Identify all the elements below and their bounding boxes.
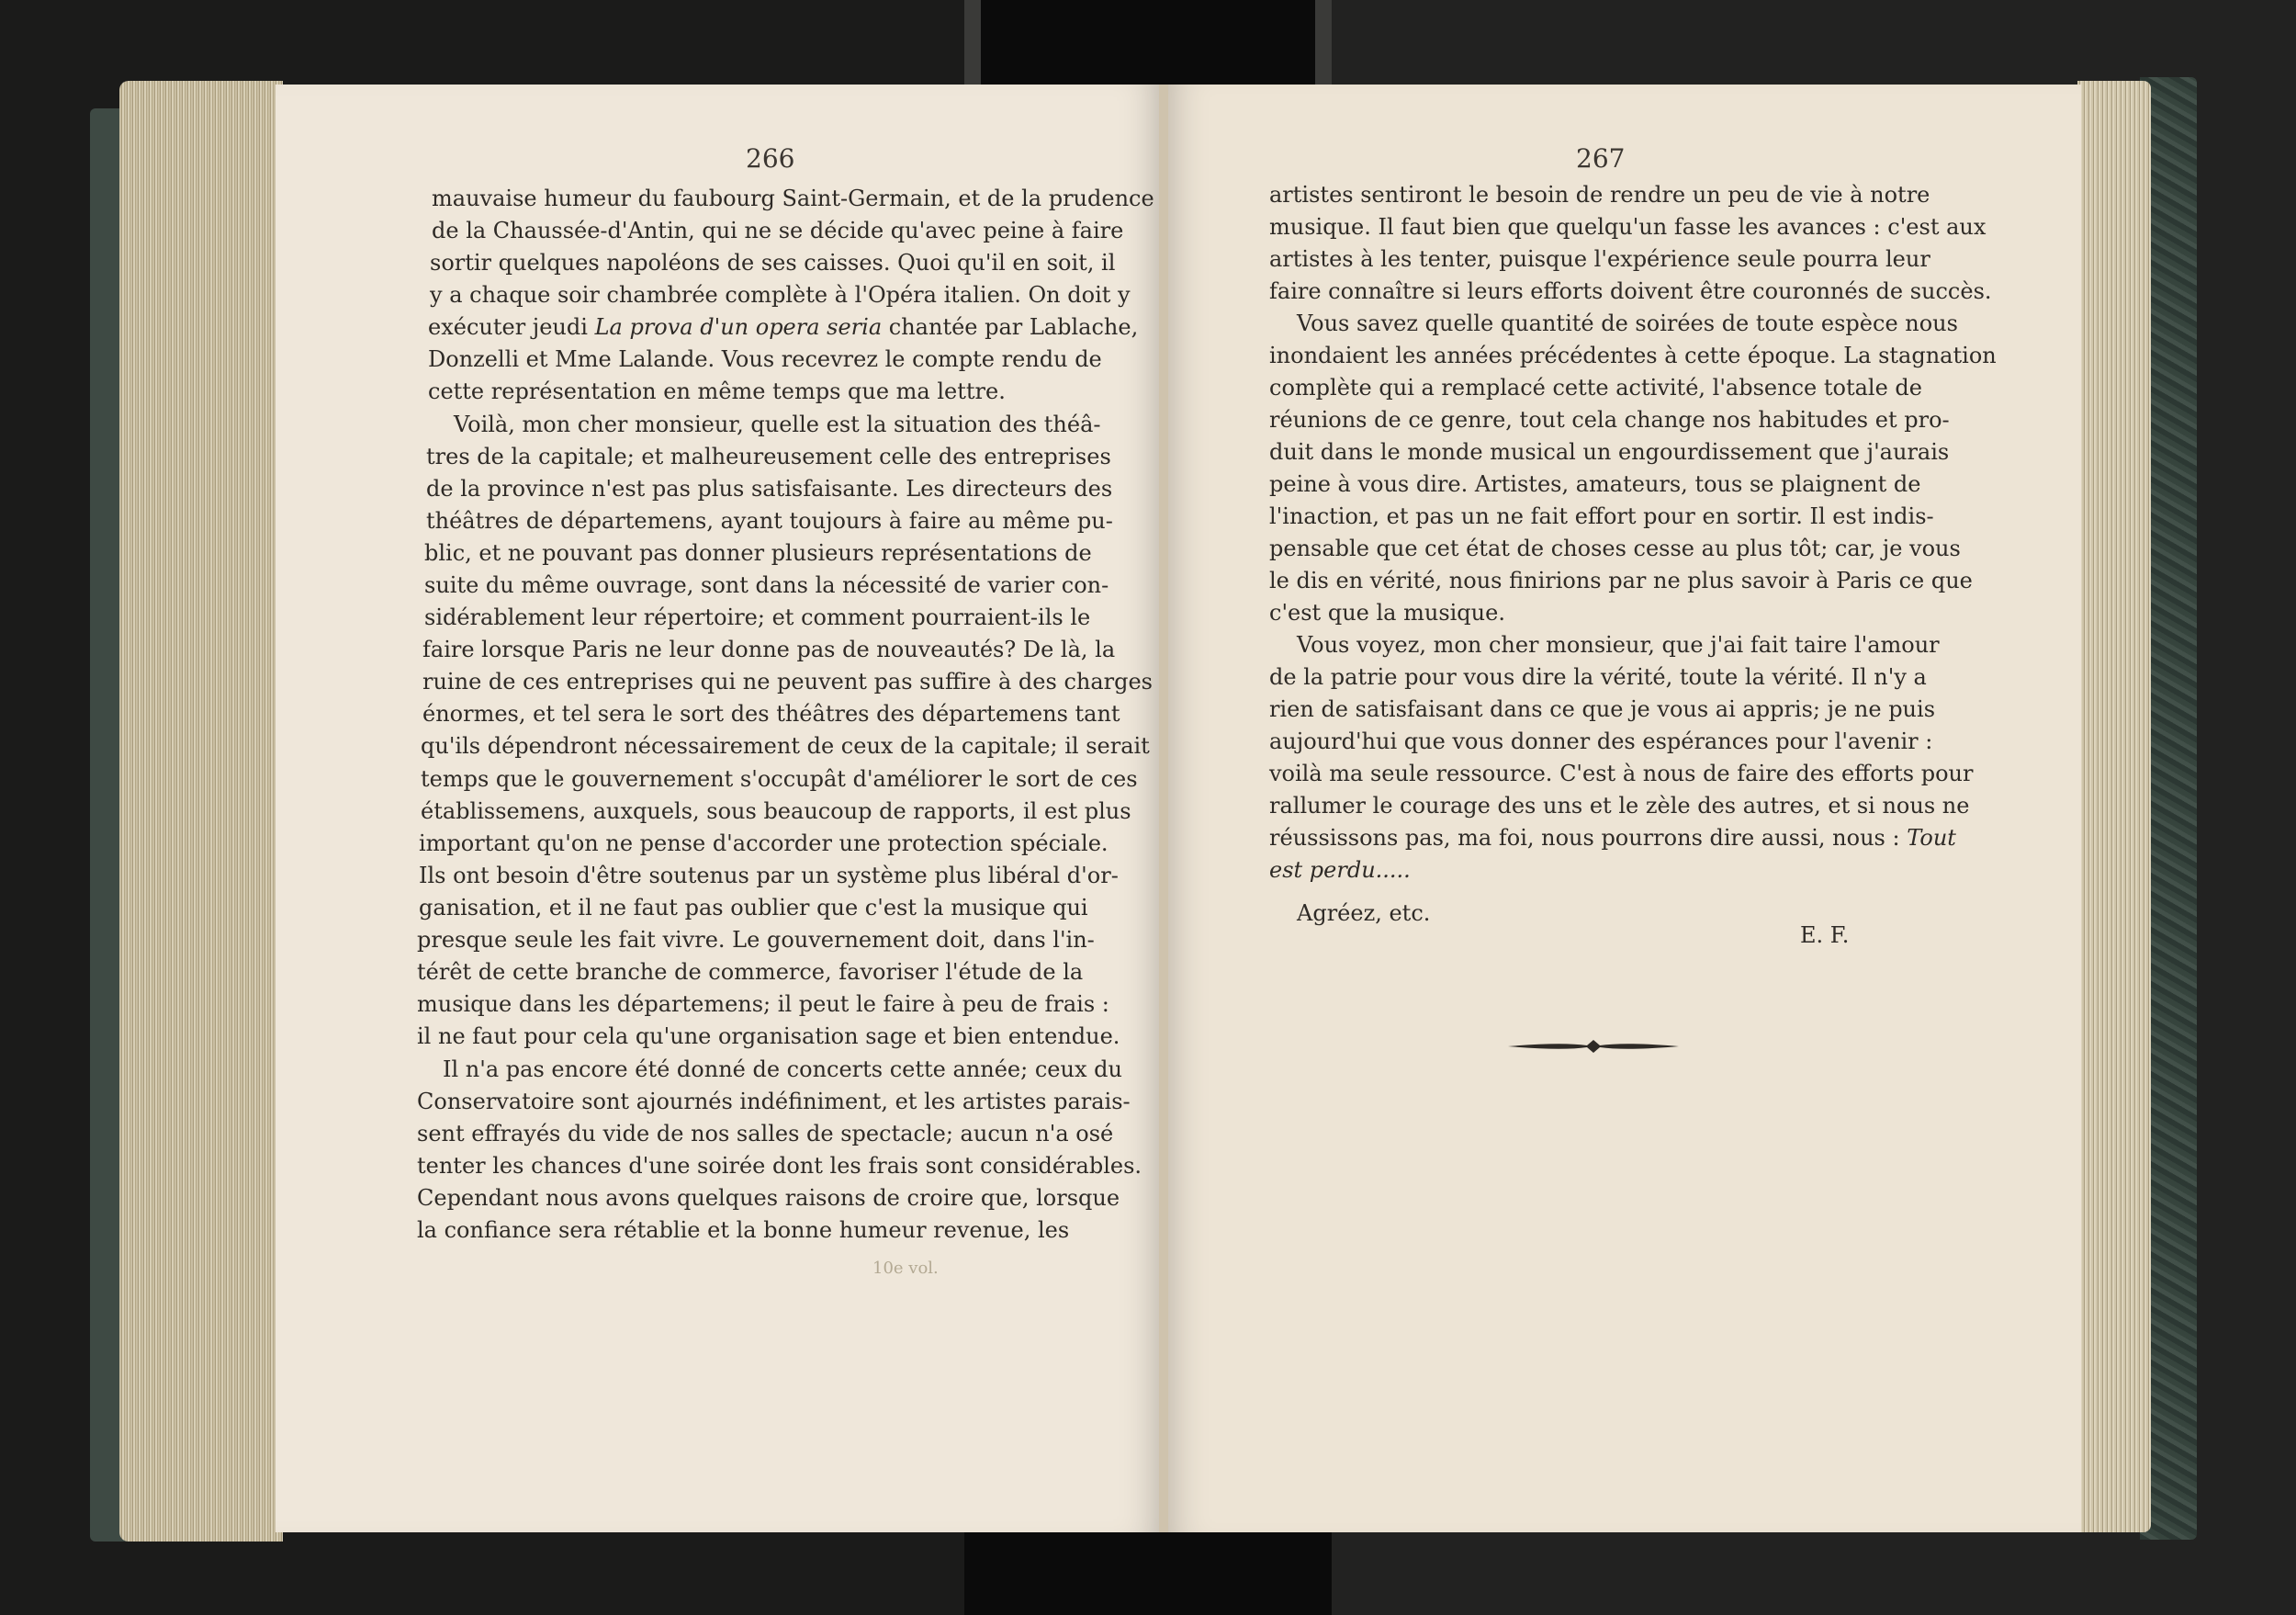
text-line: artistes sentiront le besoin de rendre un peu de vie à notre xyxy=(1269,182,1930,208)
ornament-rule-icon xyxy=(1506,1036,1681,1056)
text-line-with-italic xyxy=(1269,825,1956,851)
opera-title: La prova d'un opera seria xyxy=(594,314,883,340)
text-line: rallumer le courage des uns et le zèle des autres, et si nous ne xyxy=(1269,793,1970,819)
page-edges-left xyxy=(119,81,283,1542)
text-line: tenter les chances d'une soirée dont les frais sont considérables. xyxy=(417,1153,1142,1179)
text-line: énormes, et tel sera le sort des théâtres des départemens tant xyxy=(422,701,1120,727)
text-line: peine à vous dire. Artistes, amateurs, tous se plaignent de xyxy=(1269,471,1921,497)
text-line: y a chaque soir chambrée complète à l'Opéra italien. On doit y xyxy=(430,282,1131,308)
text-line: musique dans les départemens; il peut le faire à peu de frais : xyxy=(417,991,1109,1017)
text-line: faire connaître si leurs efforts doivent être couronnés de succès. xyxy=(1269,278,1992,304)
text-line: duit dans le monde musical un engourdissement que j'aurais xyxy=(1269,439,1950,465)
text-fragment: réussissons pas, ma foi, nous pourrons dire aussi, nous : xyxy=(1269,825,1900,851)
italic-phrase: est perdu..... xyxy=(1269,857,1411,883)
text-line: rien de satisfaisant dans ce que je vous ai appris; je ne puis xyxy=(1269,696,1936,722)
text-line: de la Chaussée-d'Antin, qui ne se décide qu'avec peine à faire xyxy=(432,218,1124,243)
text-line: Conservatoire sont ajournés indéfiniment, et les artistes parais- xyxy=(417,1089,1131,1114)
text-line: le dis en vérité, nous finirions par ne plus savoir à Paris ce que xyxy=(1269,568,1973,593)
page-number-right: 267 xyxy=(1576,143,1626,174)
text-line: la confiance sera rétablie et la bonne humeur revenue, les xyxy=(417,1217,1070,1243)
text-line: de la patrie pour vous dire la vérité, toute la vérité. Il n'y a xyxy=(1269,664,1927,690)
text-line: Cependant nous avons quelques raisons de croire que, lorsque xyxy=(417,1185,1120,1211)
text-line: tres de la capitale; et malheureusement celle des entreprises xyxy=(426,444,1111,469)
text-line: faire lorsque Paris ne leur donne pas de nouveautés? De là, la xyxy=(422,637,1116,662)
text-line: ganisation, et il ne faut pas oublier que c'est la musique qui xyxy=(419,895,1088,920)
text-line: voilà ma seule ressource. C'est à nous de faire des efforts pour xyxy=(1269,761,1974,786)
text-line: suite du même ouvrage, sont dans la nécessité de varier con- xyxy=(424,572,1109,598)
italic-phrase: Tout xyxy=(1907,825,1956,851)
text-line: sidérablement leur répertoire; et comment pourraient-ils le xyxy=(424,604,1091,630)
text-line: complète qui a remplacé cette activité, l'absence totale de xyxy=(1269,375,1922,401)
text-line: réunions de ce genre, tout cela change nos habitudes et pro- xyxy=(1269,407,1950,433)
text-line: Il n'a pas encore été donné de concerts cette année; ceux du xyxy=(443,1056,1122,1082)
text-line: sent effrayés du vide de nos salles de spectacle; aucun n'a osé xyxy=(417,1121,1114,1146)
text-line: mauvaise humeur du faubourg Saint-Germain, et de la prudence xyxy=(432,186,1154,211)
text-line: établissemens, auxquels, sous beaucoup de rapports, il est plus xyxy=(421,798,1131,824)
text-line: sortir quelques napoléons de ses caisses. Quoi qu'il en soit, il xyxy=(430,250,1116,276)
text-line: Ils ont besoin d'être soutenus par un système plus libéral d'or- xyxy=(419,863,1119,888)
text-line: artistes à les tenter, puisque l'expérience seule pourra leur xyxy=(1269,246,1930,272)
signature-mark: 10e vol. xyxy=(872,1259,939,1278)
text-fragment: exécuter jeudi xyxy=(428,314,588,340)
text-line: presque seule les fait vivre. Le gouvernement doit, dans l'in- xyxy=(417,927,1095,953)
text-line: c'est que la musique. xyxy=(1269,600,1505,626)
text-line: Voilà, mon cher monsieur, quelle est la situation des théâ- xyxy=(454,412,1101,437)
text-line: Vous voyez, mon cher monsieur, que j'ai fait taire l'amour xyxy=(1297,632,1940,658)
text-line: Vous savez quelle quantité de soirées de toute espèce nous xyxy=(1297,311,1958,336)
text-line: l'inaction, et pas un ne fait effort pour en sortir. Il est indis- xyxy=(1269,503,1934,529)
text-line: temps que le gouvernement s'occupât d'améliorer le sort de ces xyxy=(421,766,1138,792)
text-line: qu'ils dépendront nécessairement de ceux de la capitale; il serait xyxy=(421,733,1150,759)
text-line: théâtres de départemens, ayant toujours à faire au même pu- xyxy=(426,508,1113,534)
text-line: pensable que cet état de choses cesse au plus tôt; car, je vous xyxy=(1269,536,1961,561)
text-line: important qu'on ne pense d'accorder une protection spéciale. xyxy=(419,830,1109,856)
closing-formula: Agréez, etc. xyxy=(1297,900,1431,926)
page-number-left: 266 xyxy=(746,143,795,174)
text-line: blic, et ne pouvant pas donner plusieurs représentations de xyxy=(424,540,1092,566)
text-line: ruine de ces entreprises qui ne peuvent pas suffire à des charges xyxy=(422,669,1153,695)
text-line-with-title xyxy=(428,314,1138,340)
text-line: cette représentation en même temps que ma lettre. xyxy=(428,378,1006,404)
text-fragment: chantée par Lablache, xyxy=(888,314,1139,340)
page-edges-right xyxy=(2077,81,2151,1532)
text-line: inondaient les années précédentes à cette époque. La stagnation xyxy=(1269,343,1997,368)
text-line: aujourd'hui que vous donner des espérances pour l'avenir : xyxy=(1269,728,1933,754)
text-line: de la province n'est pas plus satisfaisante. Les directeurs des xyxy=(426,476,1113,502)
text-line: il ne faut pour cela qu'une organisation sage et bien entendue. xyxy=(417,1023,1120,1049)
author-signature: E. F. xyxy=(1800,922,1850,948)
text-line: musique. Il faut bien que quelqu'un fasse les avances : c'est aux xyxy=(1269,214,1986,240)
text-line: Donzelli et Mme Lalande. Vous recevrez le compte rendu de xyxy=(428,346,1102,372)
book-gutter xyxy=(1159,85,1168,1532)
text-line: térêt de cette branche de commerce, favoriser l'étude de la xyxy=(417,959,1084,985)
